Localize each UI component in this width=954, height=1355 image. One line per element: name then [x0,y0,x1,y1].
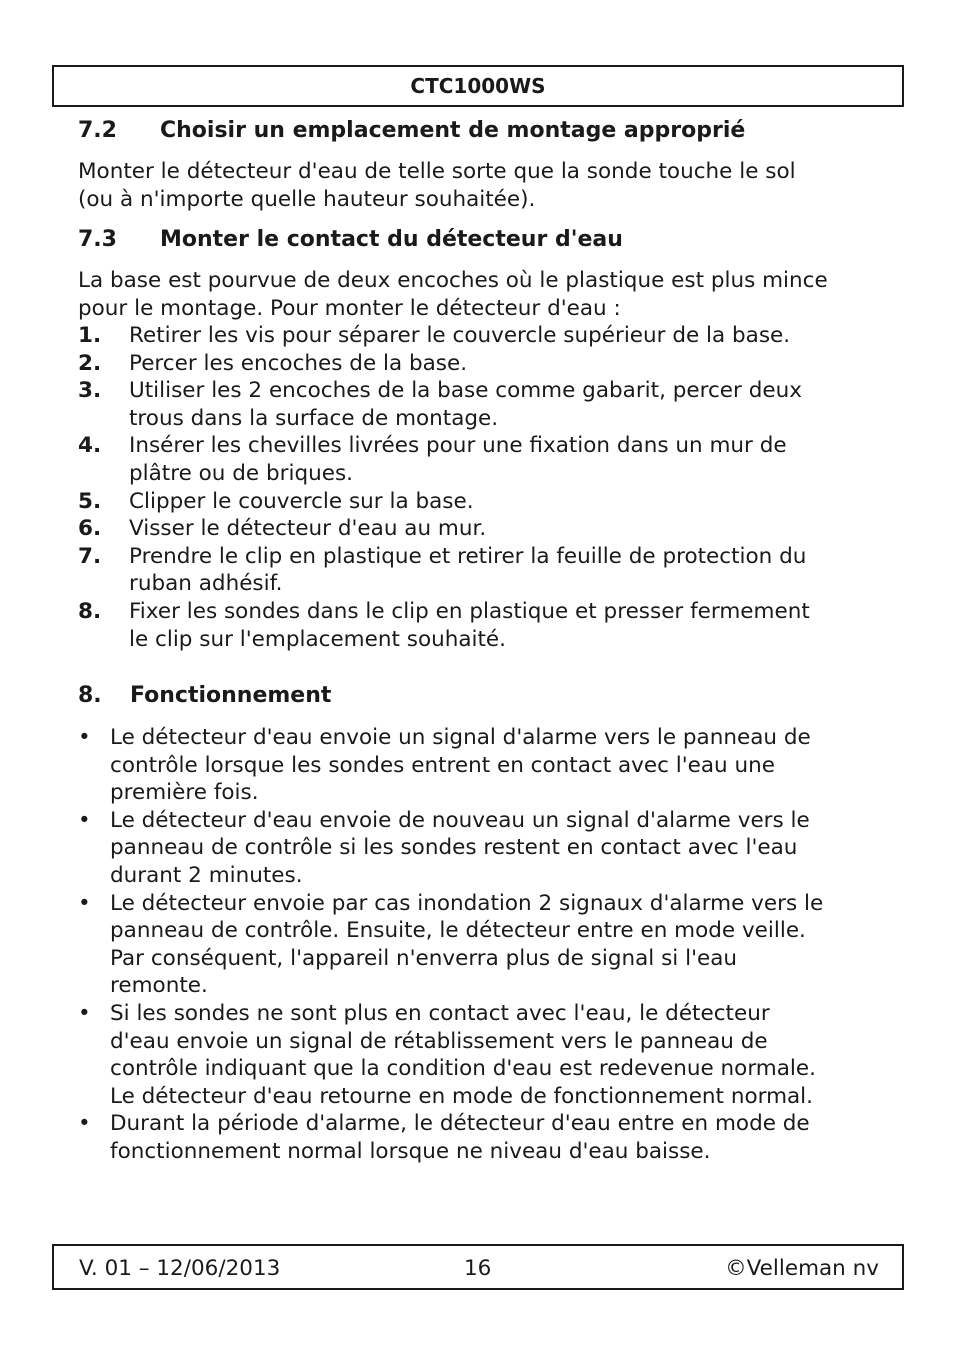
section-number: 8. [78,683,102,708]
mounting-steps-list [78,322,898,653]
bullet-icon: • [78,807,91,833]
step-number: 6. [78,516,102,542]
copyright-notice: ©Velleman nv [725,1256,879,1281]
bullet-text: durant 2 minutes. [110,862,303,888]
bullet-text: contrôle indiquant que la condition d'eau est redevenue normale. [110,1056,816,1082]
section-number: 7.3 [78,227,117,252]
section-title: Fonctionnement [130,683,332,708]
version-date: V. 01 – 12/06/2013 [79,1256,281,1281]
step-text: Retirer les vis pour séparer le couvercle supérieur de la base. [129,323,791,348]
page-footer [52,1244,904,1290]
list-item [78,890,898,1000]
bullet-text: Le détecteur d'eau envoie de nouveau un signal d'alarme vers le [110,807,810,833]
step-text: Insérer les chevilles livrées pour une fixation dans un mur de [129,433,787,459]
list-item [78,1000,898,1110]
model-name: CTC1000WS [410,74,546,98]
section-7-2-paragraph [78,158,888,213]
step-number: 3. [78,378,102,404]
bullet-text: d'eau envoie un signal de rétablissement vers le panneau de [110,1028,768,1054]
paragraph-line: (ou à n'importe quelle hauteur souhaitée). [78,186,536,212]
bullet-text: Durant la période d'alarme, le détecteur d'eau entre en mode de [110,1111,810,1137]
step-text: Visser le détecteur d'eau au mur. [129,516,487,542]
page-header [52,65,904,107]
list-item [78,543,898,598]
list-item [78,377,898,432]
bullet-icon: • [78,1111,91,1137]
step-text: trous dans la surface de montage. [129,405,499,431]
section-number: 7.2 [78,118,117,143]
list-item [78,1110,898,1165]
bullet-text: panneau de contrôle. Ensuite, le détecteur entre en mode veille. [110,918,806,944]
step-number: 7. [78,543,102,569]
bullet-text: Si les sondes ne sont plus en contact avec l'eau, le détecteur [110,1000,770,1026]
list-item [78,350,898,378]
list-item [78,488,898,516]
section-heading-7-3 [78,226,623,254]
step-text: Prendre le clip en plastique et retirer la feuille de protection du [129,543,807,569]
list-item [78,515,898,543]
list-item [78,598,898,653]
step-number: 8. [78,598,102,624]
step-number: 4. [78,433,102,459]
section-heading-8 [78,682,331,710]
paragraph-line: pour le montage. Pour monter le détecteur d'eau : [78,295,621,321]
section-7-3-intro [78,267,888,322]
step-number: 5. [78,488,102,514]
bullet-text: Le détecteur d'eau envoie un signal d'alarme vers le panneau de [110,725,811,750]
operation-bullet-list [78,724,898,1166]
step-number: 2. [78,350,102,376]
page-number: 16 [464,1256,492,1281]
bullet-text: remonte. [110,973,208,999]
list-item [78,322,898,350]
bullet-text: Le détecteur d'eau retourne en mode de fonctionnement normal. [110,1083,813,1109]
bullet-text: première fois. [110,780,259,806]
step-text: le clip sur l'emplacement souhaité. [129,626,506,652]
step-text: plâtre ou de briques. [129,460,353,486]
step-text: ruban adhésif. [129,571,283,597]
list-item [78,432,898,487]
bullet-text: Le détecteur envoie par cas inondation 2 signaux d'alarme vers le [110,890,824,916]
bullet-icon: • [78,725,91,750]
bullet-icon: • [78,890,91,916]
step-number: 1. [78,323,102,348]
section-title: Choisir un emplacement de montage approprié [160,118,746,143]
step-text: Utiliser les 2 encoches de la base comme gabarit, percer deux [129,378,802,404]
step-text: Fixer les sondes dans le clip en plastique et presser fermement [129,598,810,624]
step-text: Percer les encoches de la base. [129,350,468,376]
bullet-text: Par conséquent, l'appareil n'enverra plus de signal si l'eau [110,945,738,971]
paragraph-line: Monter le détecteur d'eau de telle sorte que la sonde touche le sol [78,159,796,184]
bullet-text: fonctionnement normal lorsque ne niveau d'eau baisse. [110,1138,711,1164]
section-heading-7-2 [78,117,745,145]
list-item [78,807,898,890]
section-title: Monter le contact du détecteur d'eau [160,227,623,252]
step-text: Clipper le couvercle sur la base. [129,488,474,514]
bullet-text: panneau de contrôle si les sondes restent en contact avec l'eau [110,835,798,861]
list-item [78,724,898,807]
bullet-text: contrôle lorsque les sondes entrent en contact avec l'eau une [110,752,775,778]
bullet-icon: • [78,1000,91,1026]
paragraph-line: La base est pourvue de deux encoches où le plastique est plus mince [78,268,828,293]
